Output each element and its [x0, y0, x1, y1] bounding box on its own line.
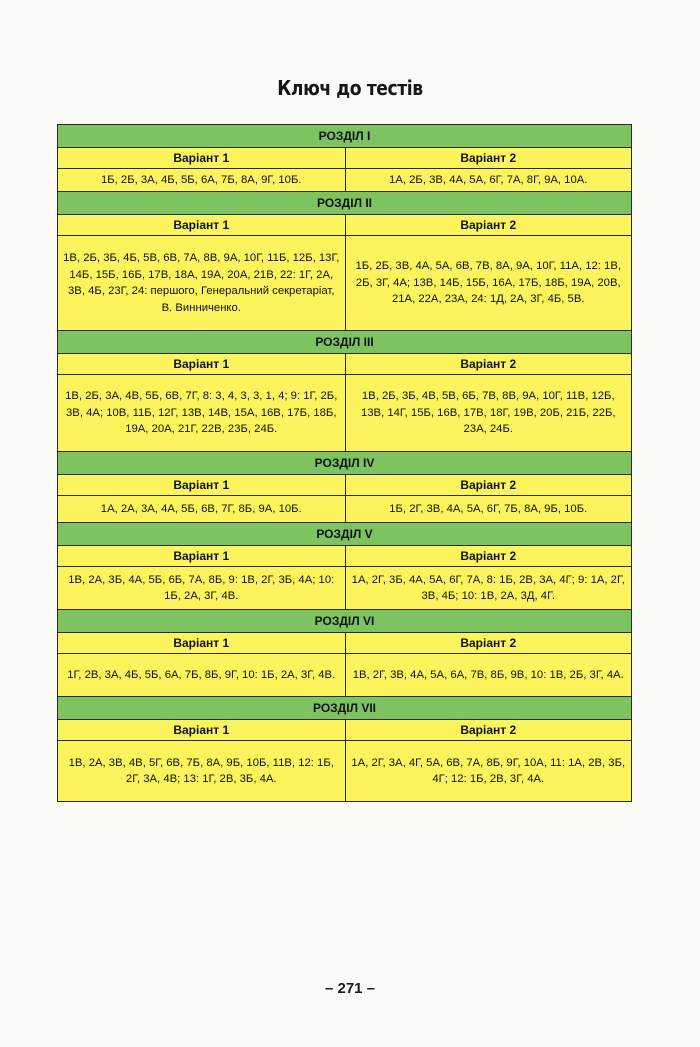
variant-1-answers: 1В, 2А, 3Б, 4А, 5Б, 6Б, 7А, 8Б, 9: 1В, 2Г, 3Б, 4А; 10: 1Б, 2А, 3Г, 4В.	[68, 573, 335, 602]
answers-row	[58, 567, 631, 610]
variant-header-row	[58, 215, 631, 236]
variant-1-label: Варіант 1	[173, 636, 230, 650]
variant-1-answers: 1Б, 2Б, 3А, 4Б, 5Б, 6А, 7Б, 8А, 9Г, 10Б.	[100, 173, 302, 186]
variant-1-label: Варіант 1	[173, 151, 230, 165]
variant-2-label: Варіант 2	[345, 354, 632, 374]
variant-1-answers: 1В, 2А, 3В, 4В, 5Г, 6В, 7Б, 8А, 9Б, 10Б, 11В, 12: 1Б, 2Г, 3А, 4В; 13: 1Г, 2В, 3Б, 4А.	[68, 756, 334, 785]
variant-header-row	[58, 148, 631, 169]
section-header: РОЗДІЛ І	[58, 125, 631, 148]
variant-header-row	[58, 546, 631, 567]
variant-1-answers: 1В, 2Б, 3А, 4В, 5Б, 6В, 7Г, 8: 3, 4, 3, 3, 1, 4; 9: 1Г, 2Б, 3В, 4А; 10В, 11Б, 12Г, 13В, 14В, 15А, 16В, 17Б, 18Б, 19А, 20А, 21Г, 22В, 23Б, 24Б.	[65, 390, 338, 436]
variant-2-label: Варіант 2	[345, 148, 632, 168]
section-header: РОЗДІЛ V	[58, 523, 631, 546]
variant-2-answers: 1В, 2Б, 3Б, 4В, 5В, 6Б, 7В, 8В, 9А, 10Г, 11В, 12Б, 13В, 14Г, 15Б, 16В, 17В, 18Г, 19В, 20Б, 21Б, 22Б, 23А, 24Б.	[345, 375, 632, 451]
page-title: Ключ до тестів	[277, 76, 423, 100]
variant-header-row	[58, 354, 631, 375]
answers-row	[58, 375, 631, 452]
answers-row	[58, 741, 631, 801]
variant-2-answers: 1Б, 2Б, 3В, 4А, 5А, 6В, 7В, 8А, 9А, 10Г, 11А, 12: 1В, 2Б, 3Г, 4А; 13В, 14Б, 15Б, 16А, 17Б, 18Б, 19А, 20В, 21А, 22А, 23А, 24: 1Д, 2А, 3Г, 4Б, 5В.	[345, 236, 632, 330]
answers-row	[58, 169, 631, 192]
variant-header-row	[58, 633, 631, 654]
section-header: РОЗДІЛ VІІ	[58, 697, 631, 720]
variant-2-answers: 1А, 2Б, 3В, 4А, 5А, 6Г, 7А, 8Г, 9А, 10А.	[345, 169, 632, 191]
variant-1-answers: 1В, 2Б, 3Б, 4Б, 5В, 6В, 7А, 8В, 9А, 10Г, 11Б, 12Б, 13Г, 14Б, 15Б, 16Б, 17В, 18А, 19А, 20А, 21В, 22: 1Г, 2А, 3В, 4Б, 23Г, 24: першого, Генеральний секретаріат, В. Винниченко.	[63, 252, 340, 314]
page-number: – 271 –	[324, 980, 376, 997]
variant-1-label: Варіант 1	[173, 218, 230, 232]
variant-2-answers: 1Б, 2Г, 3В, 4А, 5А, 6Г, 7Б, 8А, 9Б, 10Б.	[345, 496, 632, 522]
section-header: РОЗДІЛ ІІ	[58, 192, 631, 215]
answers-row	[58, 236, 631, 331]
variant-2-answers: 1А, 2Г, 3А, 4Г, 5А, 6В, 7А, 8Б, 9Г, 10А, 11: 1А, 2В, 3Б, 4Г; 12: 1Б, 2В, 3Г, 4А.	[345, 741, 632, 801]
variant-2-label: Варіант 2	[345, 546, 632, 566]
variant-2-answers: 1В, 2Г, 3В, 4А, 5А, 6А, 7В, 8Б, 9В, 10: 1В, 2Б, 3Г, 4А.	[345, 654, 632, 696]
variant-1-answers: 1А, 2А, 3А, 4А, 5Б, 6В, 7Г, 8Б, 9А, 10Б.	[100, 502, 302, 515]
variant-2-label: Варіант 2	[345, 215, 632, 235]
answers-row	[58, 496, 631, 523]
variant-1-answers: 1Г, 2В, 3А, 4Б, 5Б, 6А, 7Б, 8Б, 9Г, 10: 1Б, 2А, 3Г, 4В.	[67, 668, 336, 681]
variant-1-label: Варіант 1	[173, 549, 230, 563]
section-header: РОЗДІЛ IV	[58, 452, 631, 475]
variant-2-answers: 1А, 2Г, 3Б, 4А, 5А, 6Г, 7А, 8: 1Б, 2В, 3А, 4Г; 9: 1А, 2Г, 3В, 4Б; 10: 1В, 2А, 3Д, 4Г.	[345, 567, 632, 609]
answer-key-table	[57, 124, 632, 802]
variant-2-label: Варіант 2	[345, 633, 632, 653]
variant-2-label: Варіант 2	[345, 475, 632, 495]
variant-1-label: Варіант 1	[173, 723, 230, 737]
section-header: РОЗДІЛ ІІІ	[58, 331, 631, 354]
variant-1-label: Варіант 1	[173, 478, 230, 492]
variant-header-row	[58, 720, 631, 741]
section-header: РОЗДІЛ VІ	[58, 610, 631, 633]
answers-row	[58, 654, 631, 697]
variant-header-row	[58, 475, 631, 496]
variant-2-label: Варіант 2	[345, 720, 632, 740]
variant-1-label: Варіант 1	[173, 357, 230, 371]
